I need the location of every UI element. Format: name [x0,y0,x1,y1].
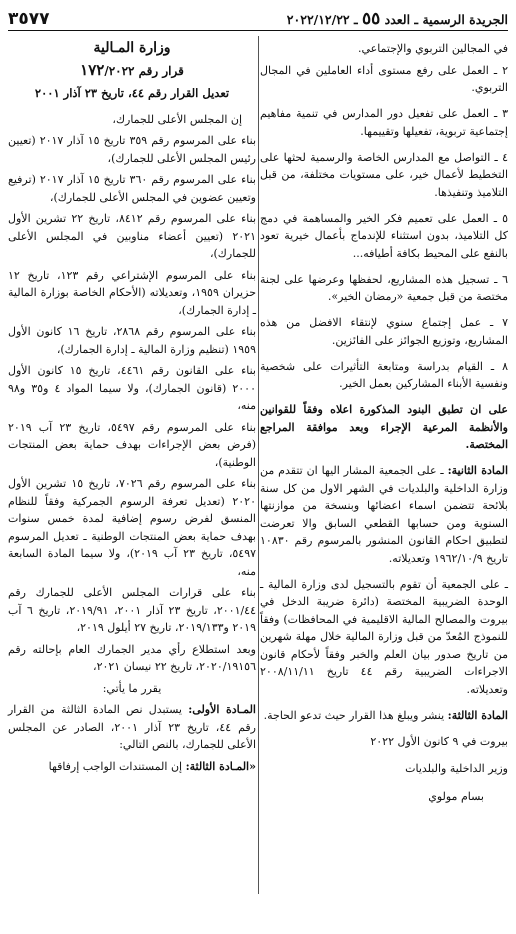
decision-number [8,62,256,81]
article-3 [260,707,508,725]
article-title: المـادة الأولى: [188,703,256,716]
paragraph: إن المجلس الأعلى للجمارك، [112,112,242,126]
list-item: ٤ ـ التواصل مع المدارس الخاصة والرسمية لحثها على التخطيط لأعمال خير، على مستويات مختلفة، من قبل التلاميذ وتنفيذها. [260,150,508,199]
page-number: ٣٥٧٧ [8,9,50,29]
decision-prefix: قرار رقم [138,63,184,78]
decides-line: يقرر ما يأتي: [102,681,162,695]
recital: وبعد استطلاع رأي مدير الجمارك العام بإحالته رقم ٢٠٢٠/١٩١٥٦، تاريخ ٢٢ نيسان ٢٠٢١، [8,642,256,673]
ministry-title: وزارة المـالية [93,40,171,56]
decision-num: ١٧٢ [80,60,105,79]
article-2-tax: ـ على الجمعية أن تقوم بالتسجيل لدى وزارة المالية ـ الوحدة الضريبية المختصة (دائرة ضريبة الدخل في بيروت والمصالح المالية الاقليمية في المحافظات) وفقاً للنموذج المُعدّ من قبل وزارة المالية خلال مهلة شهرين من تاريخ صدور بيان العلم والخبر وفقاً لأحكام قانون الاجراءات الضريبية رقم ٤٤ تاريخ ٢٠٠٨/١١/١١ وتعديلاته. [260,577,508,696]
article-title: «المـادة الثالثة: [185,759,256,773]
article-3-quote [8,758,256,776]
list-item: ٥ ـ العمل على تعميم فكر الخير والمساهمة في دمج كل التلاميذ، بدون استثناء للإندماج بأعمال خيرية تعود بالنفع على المحيط بكافة أطيافه... [260,211,508,260]
recital: بناء على المرسوم رقم ٧٠٢٦، تاريخ ١٥ تشرين الأول ٢٠٢٠ (تعديل تعرفة الرسوم الجمركية وفقاً للنظام المنسق لفرض رسوم إضافية لمدة خمس سنوات بهدف حماية بعض المنتجات الوطنية ـ تعديل المرسوم ٥٤٩٧، تاريخ ٢٣ آب ٢٠١٩)، ولا سيما المادة السابعة منه، [8,477,257,578]
decision-year: /٢٠٢٢ [104,63,135,78]
column-divider [258,36,259,894]
list-item: ٧ ـ عمل إجتماع سنوي لإنتقاء الافضل من هذه المشاريع، وتوزيع الجوائز على الفائزين. [260,316,508,347]
list-item: ٨ ـ القيام بدراسة ومتابعة التأثيرات على شخصية ونفسية الأبناء المشاركين بعمل الخير. [260,359,508,390]
decision-subject: تعديل القرار رقم ٤٤، تاريخ ٢٣ آذار ٢٠٠١ [34,86,230,100]
left-column [8,40,256,779]
article-body: يستبدل نص المادة الثالثة من القرار رقم ٤٤، تاريخ ٢٣ آذار ٢٠٠١، الصادر عن المجلس الأعلى للجمارك، بالنص التالي: [8,703,256,751]
recital: بناء على المرسوم الإشتراعي رقم ١٢٣، تاريخ ١٢ حزيران ١٩٥٩، وتعديلاته (الأحكام الخاصة بوزارة المالية ـ إدارة الجمارك)، [8,268,257,317]
list-item: ٢ ـ العمل على رفع مستوى أداء العاملين في المجال التربوي. [260,63,508,94]
recital: بناء على المرسوم رقم ٨٤١٢، تاريخ ٢٢ تشرين الأول ٢٠٢١ (تعيين أعضاء مناوبين في المجلس الأعلى للجمارك)، [8,212,256,260]
issue-date: ـ ٢٠٢٢/١٢/٢٢ [286,12,358,27]
publication-line [287,9,508,29]
paragraph: في المجالين التربوي والإجتماعي. [357,42,508,55]
recital: بناء على المرسوم رقم ٣٦٠ تاريخ ١٥ آذار ٢٠١٧ (ترفيع وتعيين عضوين في المجلس الأعلى للجمارك)، [8,173,256,204]
condition-clause: على ان تطبق البنود المذكورة اعلاه وفقاً للقوانين والأنظمة المرعية الإجراء وبعد موافقة المراجع المختصة. [260,403,508,451]
list-item: ٦ ـ تسجيل هذه المشاريع، لحفظها وعرضها على لجنة مختصة من قبل جمعية «رمضان الخير». [260,272,508,303]
article-2 [260,462,508,567]
list-item: ٣ ـ العمل على تفعيل دور المدارس في تنمية مفاهيم إجتماعية تربوية، تفعيلها وتقييمها. [260,107,508,138]
issue-number: ٥٥ [362,9,381,29]
sign-date: بيروت في ٩ كانون الأول ٢٠٢٢ [370,734,508,748]
recital: بناء على المرسوم رقم ٢٨٦٨، تاريخ ١٦ كانون الأول ١٩٥٩ (تنظيم وزارة المالية ـ إدارة الجمارك)، [8,325,256,356]
article-body: ينشر ويبلغ هذا القرار حيث تدعو الحاجة. [263,708,445,722]
sign-title: وزير الداخلية والبلديات [405,762,508,775]
recital: بناء على القانون رقم ٤٤٦١، تاريخ ١٥ كانون الأول ٢٠٠٠ (قانون الجمارك)، ولا سيما المواد ٤ و٣٥ و٩٨ منه، [8,364,256,412]
article-1 [8,701,256,754]
recital: بناء على المرسوم رقم ٣٥٩ تاريخ ١٥ آذار ٢٠١٧ (تعيين رئيس المجلس الأعلى للجمارك)، [8,134,257,165]
sign-name: بسام مولوي [428,789,484,803]
right-column [260,40,508,815]
article-title: المادة الثالثة: [447,708,508,722]
recital: بناء على قرارات المجلس الأعلى للجمارك رقم ٢٠٠١/٤٤، تاريخ ٢٣ آذار ٢٠٠١، ٢٠١٩/٩١، تاريخ ٦ آب ٢٠١٩ و٢٠١٩/١٣٣، تاريخ ٢٧ أيلول ٢٠١٩، [8,586,256,634]
signature-block [260,733,508,806]
page-header [8,8,508,31]
publication-name: الجريدة الرسمية ـ العدد [384,12,508,27]
recital: بناء على المرسوم رقم ٥٤٩٧، تاريخ ٢٣ آب ٢٠١٩ (فرض بعض الإجراءات بهدف حماية بعض المنتجات الوطنية)، [8,420,257,469]
article-title: المادة الثانية: [447,464,508,477]
article-body: ـ على الجمعية المشار اليها ان تتقدم من وزارة الداخلية والبلديات في الشهر الاول من كل سنة بلائحة تتضمن اسماء اعضائها وبنسخة من موازنتها السنوية ومن حسابها القطعي السابق والا تعرضت لتطبيق احكام القانون المنشور بالمرسوم رقم ١٠٨٣٠ تاريخ ١٩٦٢/١٠/٩ وتعديلاته. [260,464,508,565]
article-body: إن المستندات الواجب إرفاقها [48,759,183,773]
